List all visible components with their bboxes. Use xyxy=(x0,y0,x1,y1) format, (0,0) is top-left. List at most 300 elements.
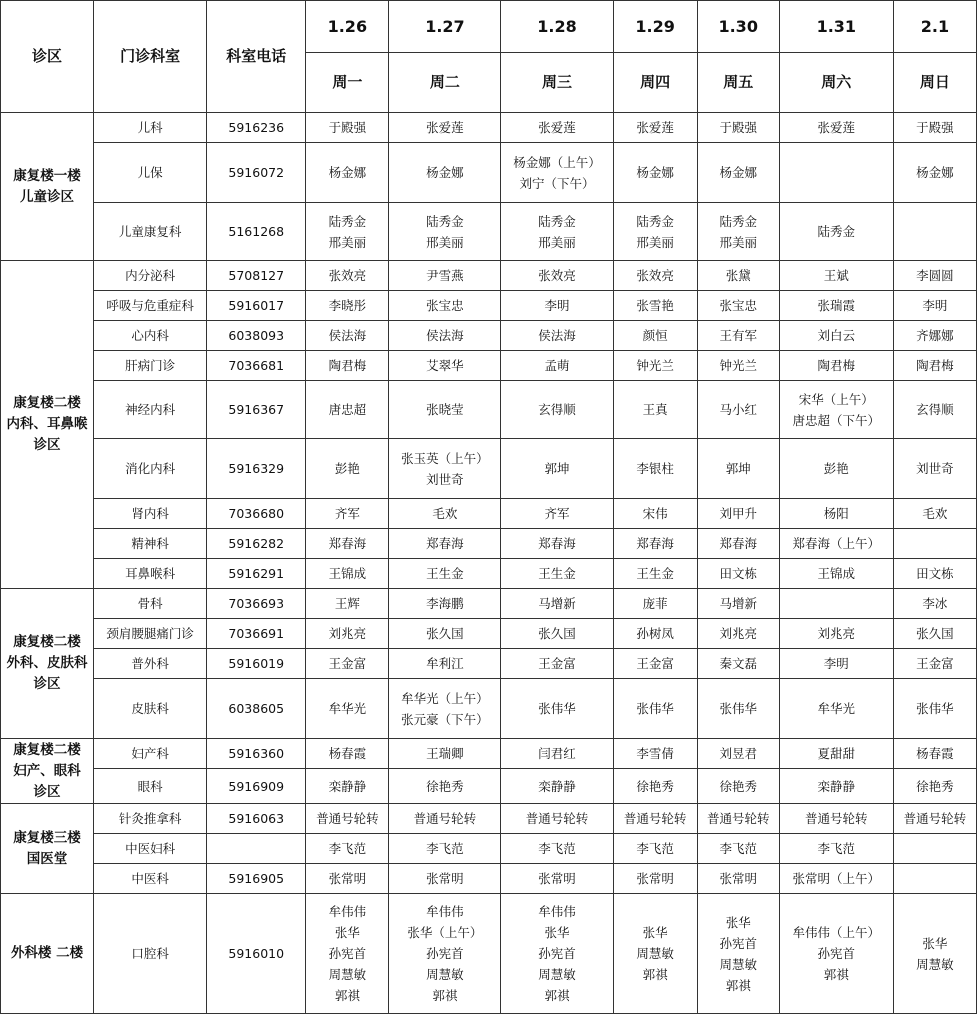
doctor-cell xyxy=(893,769,976,804)
cell-line: 周慧敏 xyxy=(719,956,757,972)
doctor-cell xyxy=(501,619,613,649)
cell-line: 孙宪首 xyxy=(719,935,757,951)
phone-cell: 5916282 xyxy=(207,529,306,559)
cell-line: 孙宪首 xyxy=(817,946,856,961)
cell-line: 侯法海 xyxy=(538,328,576,343)
doctor-cell xyxy=(501,291,613,321)
table-row xyxy=(1,589,977,619)
cell-line: 徐艳秀 xyxy=(636,778,674,794)
doctor-cell xyxy=(779,679,893,739)
doctor-cell xyxy=(389,864,501,894)
doctor-cell xyxy=(306,381,389,439)
cell-line: 于殿强 xyxy=(916,120,954,135)
doctor-cell xyxy=(779,351,893,381)
cell-line: 张元豪（下午） xyxy=(401,711,489,727)
dept-cell: 儿保 xyxy=(94,143,207,203)
doctor-cell xyxy=(613,439,697,499)
doctor-cell xyxy=(697,834,779,864)
doctor-cell xyxy=(306,439,389,499)
cell-line: 陶君梅 xyxy=(817,358,856,373)
doctor-cell xyxy=(697,769,779,804)
cell-line: 郑春海 xyxy=(538,536,576,551)
cell-line: 王锦成 xyxy=(817,566,856,581)
doctor-cell xyxy=(389,589,501,619)
cell-line: 齐军 xyxy=(544,506,570,521)
cell-line: 彭艳 xyxy=(334,461,360,476)
doctor-cell xyxy=(306,679,389,739)
phone-cell: 5916063 xyxy=(207,804,306,834)
cell-line: 周慧敏 xyxy=(636,946,674,961)
cell-line: 刘世奇 xyxy=(426,471,464,487)
cell-line: 儿童诊区 xyxy=(20,188,75,205)
doctor-cell xyxy=(779,321,893,351)
date-header: 1.30 xyxy=(697,1,779,53)
table-row xyxy=(1,321,977,351)
doctor-cell xyxy=(306,769,389,804)
cell-line: 张爱莲 xyxy=(426,120,464,135)
doctor-cell xyxy=(613,804,697,834)
cell-line: 侯法海 xyxy=(426,328,464,343)
cell-line: 陆秀金 xyxy=(719,213,757,229)
zone-cell xyxy=(1,113,94,261)
dept-cell: 耳鼻喉科 xyxy=(94,559,207,589)
cell-line: 于殿强 xyxy=(719,120,757,135)
phone-cell: 5916072 xyxy=(207,143,306,203)
doctor-cell xyxy=(779,589,893,619)
table-row xyxy=(1,381,977,439)
date-header: 1.28 xyxy=(501,1,613,53)
phone-cell: 5916909 xyxy=(207,769,306,804)
phone-cell: 5916905 xyxy=(207,864,306,894)
weekday-header: 周四 xyxy=(613,53,697,113)
zone-cell xyxy=(1,894,94,1014)
cell-line: 牟伟伟（上午） xyxy=(792,925,881,940)
doctor-cell xyxy=(389,619,501,649)
cell-line: 庞菲 xyxy=(642,596,668,611)
cell-line: 妇产、眼科 xyxy=(13,762,81,779)
doctor-cell xyxy=(893,529,976,559)
doctor-cell xyxy=(501,769,613,804)
cell-line: 玄得顺 xyxy=(538,402,576,417)
cell-line: 秦文磊 xyxy=(719,656,757,671)
doctor-cell xyxy=(613,559,697,589)
table-row xyxy=(1,739,977,769)
cell-line: 钟光兰 xyxy=(719,358,757,373)
cell-line: 陆秀金 xyxy=(426,213,464,229)
cell-line: 内科、耳鼻喉 xyxy=(6,416,88,432)
phone-cell: 5916019 xyxy=(207,649,306,679)
dept-cell: 眼科 xyxy=(94,769,207,804)
doctor-cell xyxy=(306,649,389,679)
cell-line: 李明 xyxy=(823,656,849,671)
doctor-cell xyxy=(697,291,779,321)
phone-cell: 5916367 xyxy=(207,381,306,439)
cell-line: 周慧敏 xyxy=(328,967,367,982)
cell-line: 普通号轮转 xyxy=(316,811,379,826)
cell-line: 张华 xyxy=(725,914,751,930)
doctor-cell xyxy=(501,529,613,559)
cell-line: 杨春霞 xyxy=(916,746,954,761)
cell-line: 刘白云 xyxy=(817,328,856,343)
table-row xyxy=(1,619,977,649)
dept-cell: 皮肤科 xyxy=(94,679,207,739)
dept-cell: 骨科 xyxy=(94,589,207,619)
doctor-cell xyxy=(501,679,613,739)
cell-line: 郭坤 xyxy=(725,461,751,476)
cell-line: 彭艳 xyxy=(823,461,849,476)
doctor-cell xyxy=(697,589,779,619)
cell-line: 张华 xyxy=(642,925,668,940)
cell-line: 杨春霞 xyxy=(328,746,367,761)
cell-line: 郭祺 xyxy=(725,977,751,993)
cell-line: 李飞范 xyxy=(426,841,464,856)
cell-line: 马小红 xyxy=(719,402,757,417)
cell-line: 艾翠华 xyxy=(426,358,464,373)
phone-cell: 5708127 xyxy=(207,261,306,291)
cell-line: 张伟华 xyxy=(636,701,674,716)
doctor-cell xyxy=(613,291,697,321)
doctor-cell xyxy=(389,804,501,834)
doctor-cell xyxy=(501,804,613,834)
doctor-cell xyxy=(389,769,501,804)
table-row xyxy=(1,203,977,261)
table-row xyxy=(1,439,977,499)
weekday-header: 周三 xyxy=(501,53,613,113)
dept-cell: 普外科 xyxy=(94,649,207,679)
table-row xyxy=(1,834,977,864)
cell-line: 张华 xyxy=(544,925,570,940)
cell-line: 宋伟 xyxy=(642,506,668,521)
cell-line: 唐忠超 xyxy=(328,402,367,417)
cell-line: 牟华光（上午） xyxy=(401,690,489,706)
phone-header: 科室电话 xyxy=(207,1,306,113)
phone-cell: 7036693 xyxy=(207,589,306,619)
doctor-cell xyxy=(779,894,893,1014)
doctor-cell xyxy=(779,291,893,321)
cell-line: 张华（上午） xyxy=(407,925,483,940)
date-header: 1.27 xyxy=(389,1,501,53)
doctor-cell xyxy=(389,894,501,1014)
doctor-cell xyxy=(779,203,893,261)
cell-line: 杨阳 xyxy=(823,506,849,521)
doctor-cell xyxy=(306,804,389,834)
cell-line: 王斌 xyxy=(823,268,849,283)
cell-line: 李晓彤 xyxy=(328,298,367,313)
cell-line: 杨金娜（上午） xyxy=(513,154,601,170)
cell-line: 孙宪首 xyxy=(426,946,464,961)
doctor-cell xyxy=(306,203,389,261)
cell-line: 刘兆亮 xyxy=(817,626,856,641)
cell-line: 杨金娜 xyxy=(719,165,757,180)
doctor-cell xyxy=(893,143,976,203)
dept-cell: 精神科 xyxy=(94,529,207,559)
doctor-cell xyxy=(779,529,893,559)
cell-line: 郑春海 xyxy=(426,536,464,551)
doctor-cell xyxy=(306,143,389,203)
cell-line: 邢美丽 xyxy=(328,234,367,250)
cell-line: 陶君梅 xyxy=(328,358,367,373)
zone-cell xyxy=(1,261,94,589)
doctor-cell xyxy=(613,261,697,291)
cell-line: 张玉英（上午） xyxy=(401,450,489,466)
cell-line: 张宝忠 xyxy=(426,298,464,313)
cell-line: 王金富 xyxy=(328,656,367,671)
cell-line: 毛欢 xyxy=(922,506,948,521)
doctor-cell xyxy=(501,739,613,769)
doctor-cell xyxy=(697,113,779,143)
zone-header: 诊区 xyxy=(1,1,94,113)
cell-line: 郭祺 xyxy=(334,988,360,1003)
doctor-cell xyxy=(306,894,389,1014)
dept-cell: 消化内科 xyxy=(94,439,207,499)
date-header: 2.1 xyxy=(893,1,976,53)
table-row xyxy=(1,679,977,739)
cell-line: 康复楼二楼 xyxy=(13,634,81,650)
cell-line: 张常明（上午） xyxy=(792,871,881,886)
cell-line: 周慧敏 xyxy=(426,967,464,982)
dept-cell: 中医科 xyxy=(94,864,207,894)
doctor-cell xyxy=(779,619,893,649)
dept-cell: 颈肩腰腿痛门诊 xyxy=(94,619,207,649)
cell-line: 普通号轮转 xyxy=(413,811,477,826)
doctor-cell xyxy=(893,864,976,894)
cell-line: 刘昱君 xyxy=(719,746,757,761)
cell-line: 田文栋 xyxy=(719,566,757,581)
doctor-cell xyxy=(697,559,779,589)
table-row xyxy=(1,804,977,834)
phone-cell: 5916291 xyxy=(207,559,306,589)
cell-line: 周慧敏 xyxy=(538,967,576,982)
cell-line: 普通号轮转 xyxy=(903,811,967,826)
cell-line: 李飞范 xyxy=(817,841,856,856)
cell-line: 张黛 xyxy=(725,268,751,283)
doctor-cell xyxy=(306,589,389,619)
doctor-cell xyxy=(389,559,501,589)
doctor-cell xyxy=(779,864,893,894)
dept-cell: 神经内科 xyxy=(94,381,207,439)
doctor-cell xyxy=(613,143,697,203)
cell-line: 孙宪首 xyxy=(538,946,576,961)
cell-line: 牟华光 xyxy=(817,701,856,716)
cell-line: 康复楼二楼 xyxy=(13,741,81,758)
doctor-cell xyxy=(779,559,893,589)
cell-line: 国医堂 xyxy=(26,850,68,867)
doctor-cell xyxy=(306,619,389,649)
zone-cell xyxy=(1,804,94,894)
cell-line: 张常明 xyxy=(426,871,464,886)
cell-line: 郑春海（上午） xyxy=(792,536,881,551)
weekday-header: 周日 xyxy=(893,53,976,113)
cell-line: 李明 xyxy=(544,298,570,313)
doctor-cell xyxy=(389,291,501,321)
cell-line: 李飞范 xyxy=(636,841,674,856)
doctor-cell xyxy=(697,143,779,203)
doctor-cell xyxy=(389,739,501,769)
doctor-cell xyxy=(306,113,389,143)
phone-cell: 5916329 xyxy=(207,439,306,499)
doctor-cell xyxy=(613,894,697,1014)
doctor-cell xyxy=(893,291,976,321)
doctor-cell xyxy=(389,321,501,351)
cell-line: 玄得顺 xyxy=(916,402,954,417)
cell-line: 宋华（上午） xyxy=(798,391,874,407)
cell-line: 栾静静 xyxy=(328,778,367,794)
table-row xyxy=(1,143,977,203)
table-row xyxy=(1,113,977,143)
cell-line: 徐艳秀 xyxy=(426,778,464,794)
cell-line: 杨金娜 xyxy=(636,165,674,180)
dept-cell: 内分泌科 xyxy=(94,261,207,291)
doctor-cell xyxy=(501,143,613,203)
cell-line: 王锦成 xyxy=(328,566,367,581)
cell-line: 刘兆亮 xyxy=(719,626,757,641)
cell-line: 尹雪燕 xyxy=(426,268,464,283)
cell-line: 李雪倩 xyxy=(636,746,674,761)
cell-line: 牟伟伟 xyxy=(538,904,576,919)
cell-line: 徐艳秀 xyxy=(719,778,757,794)
schedule-body xyxy=(1,113,977,1014)
doctor-cell xyxy=(779,834,893,864)
doctor-cell xyxy=(697,381,779,439)
cell-line: 张伟华 xyxy=(916,701,954,716)
cell-line: 李飞范 xyxy=(538,841,576,856)
doctor-cell xyxy=(306,261,389,291)
cell-line: 李飞范 xyxy=(328,841,367,856)
cell-line: 张常明 xyxy=(538,871,576,886)
doctor-cell xyxy=(779,143,893,203)
doctor-cell xyxy=(893,649,976,679)
doctor-cell xyxy=(893,804,976,834)
doctor-cell xyxy=(613,589,697,619)
cell-line: 普通号轮转 xyxy=(623,811,687,826)
cell-line: 邢美丽 xyxy=(538,234,576,250)
doctor-cell xyxy=(697,203,779,261)
cell-line: 张伟华 xyxy=(538,701,576,716)
table-row xyxy=(1,529,977,559)
doctor-cell xyxy=(779,499,893,529)
doctor-cell xyxy=(613,679,697,739)
cell-line: 刘宁（下午） xyxy=(519,175,595,191)
doctor-cell xyxy=(306,529,389,559)
cell-line: 郭祺 xyxy=(823,967,849,982)
dept-cell: 妇产科 xyxy=(94,739,207,769)
zone-cell xyxy=(1,739,94,804)
cell-line: 牟伟伟 xyxy=(426,904,464,919)
phone-cell: 5916360 xyxy=(207,739,306,769)
doctor-cell xyxy=(697,499,779,529)
cell-line: 郭祺 xyxy=(544,988,570,1003)
cell-line: 张常明 xyxy=(636,871,674,886)
doctor-cell xyxy=(893,261,976,291)
doctor-cell xyxy=(893,381,976,439)
doctor-cell xyxy=(389,351,501,381)
cell-line: 闫君红 xyxy=(538,746,576,761)
cell-line: 齐娜娜 xyxy=(916,328,954,343)
cell-line: 外科楼 二楼 xyxy=(10,945,84,961)
cell-line: 李海鹏 xyxy=(426,596,464,611)
cell-line: 邢美丽 xyxy=(636,234,674,250)
doctor-cell xyxy=(697,529,779,559)
doctor-cell xyxy=(389,381,501,439)
cell-line: 张雪艳 xyxy=(636,298,674,313)
cell-line: 外科、皮肤科 xyxy=(6,655,88,671)
table-row xyxy=(1,559,977,589)
doctor-cell xyxy=(697,649,779,679)
doctor-cell xyxy=(893,619,976,649)
cell-line: 李银柱 xyxy=(636,461,674,476)
cell-line: 孙树凤 xyxy=(636,626,674,641)
cell-line: 刘甲升 xyxy=(719,506,757,521)
dept-cell: 中医妇科 xyxy=(94,834,207,864)
doctor-cell xyxy=(613,351,697,381)
doctor-cell xyxy=(893,739,976,769)
doctor-cell xyxy=(613,649,697,679)
cell-line: 杨金娜 xyxy=(916,165,954,180)
cell-line: 栾静静 xyxy=(817,778,856,794)
doctor-cell xyxy=(697,261,779,291)
cell-line: 诊区 xyxy=(33,437,61,453)
cell-line: 邢美丽 xyxy=(426,234,464,250)
doctor-cell xyxy=(779,381,893,439)
doctor-cell xyxy=(893,351,976,381)
doctor-cell xyxy=(779,439,893,499)
table-row xyxy=(1,649,977,679)
doctor-cell xyxy=(613,321,697,351)
doctor-cell xyxy=(893,589,976,619)
doctor-cell xyxy=(697,619,779,649)
table-row xyxy=(1,499,977,529)
doctor-cell xyxy=(389,679,501,739)
doctor-cell xyxy=(501,864,613,894)
zone-cell xyxy=(1,589,94,739)
cell-line: 李冰 xyxy=(922,596,948,611)
doctor-cell xyxy=(501,589,613,619)
cell-line: 李圆圆 xyxy=(916,268,954,283)
doctor-cell xyxy=(501,321,613,351)
doctor-cell xyxy=(893,439,976,499)
cell-line: 张久国 xyxy=(916,626,954,641)
doctor-cell xyxy=(501,649,613,679)
table-row xyxy=(1,769,977,804)
doctor-cell xyxy=(893,894,976,1014)
phone-cell: 5916236 xyxy=(207,113,306,143)
cell-line: 栾静静 xyxy=(538,778,576,794)
doctor-cell xyxy=(893,559,976,589)
cell-line: 李明 xyxy=(922,298,948,313)
doctor-cell xyxy=(389,834,501,864)
cell-line: 颜恒 xyxy=(642,328,668,343)
doctor-cell xyxy=(613,769,697,804)
doctor-cell xyxy=(893,834,976,864)
doctor-cell xyxy=(613,203,697,261)
cell-line: 唐忠超（下午） xyxy=(792,412,881,428)
cell-line: 郑春海 xyxy=(719,536,757,551)
cell-line: 张效亮 xyxy=(636,268,674,283)
cell-line: 陆秀金 xyxy=(817,224,856,239)
cell-line: 张晓莹 xyxy=(426,402,464,417)
cell-line: 张久国 xyxy=(538,626,576,641)
cell-line: 张爱莲 xyxy=(817,120,856,135)
doctor-cell xyxy=(697,351,779,381)
doctor-cell xyxy=(779,649,893,679)
cell-line: 张瑞霞 xyxy=(817,298,856,313)
doctor-cell xyxy=(389,499,501,529)
cell-line: 毛欢 xyxy=(432,506,458,521)
cell-line: 郭祺 xyxy=(432,988,458,1003)
doctor-cell xyxy=(501,351,613,381)
cell-line: 周慧敏 xyxy=(916,956,954,972)
doctor-cell xyxy=(893,321,976,351)
